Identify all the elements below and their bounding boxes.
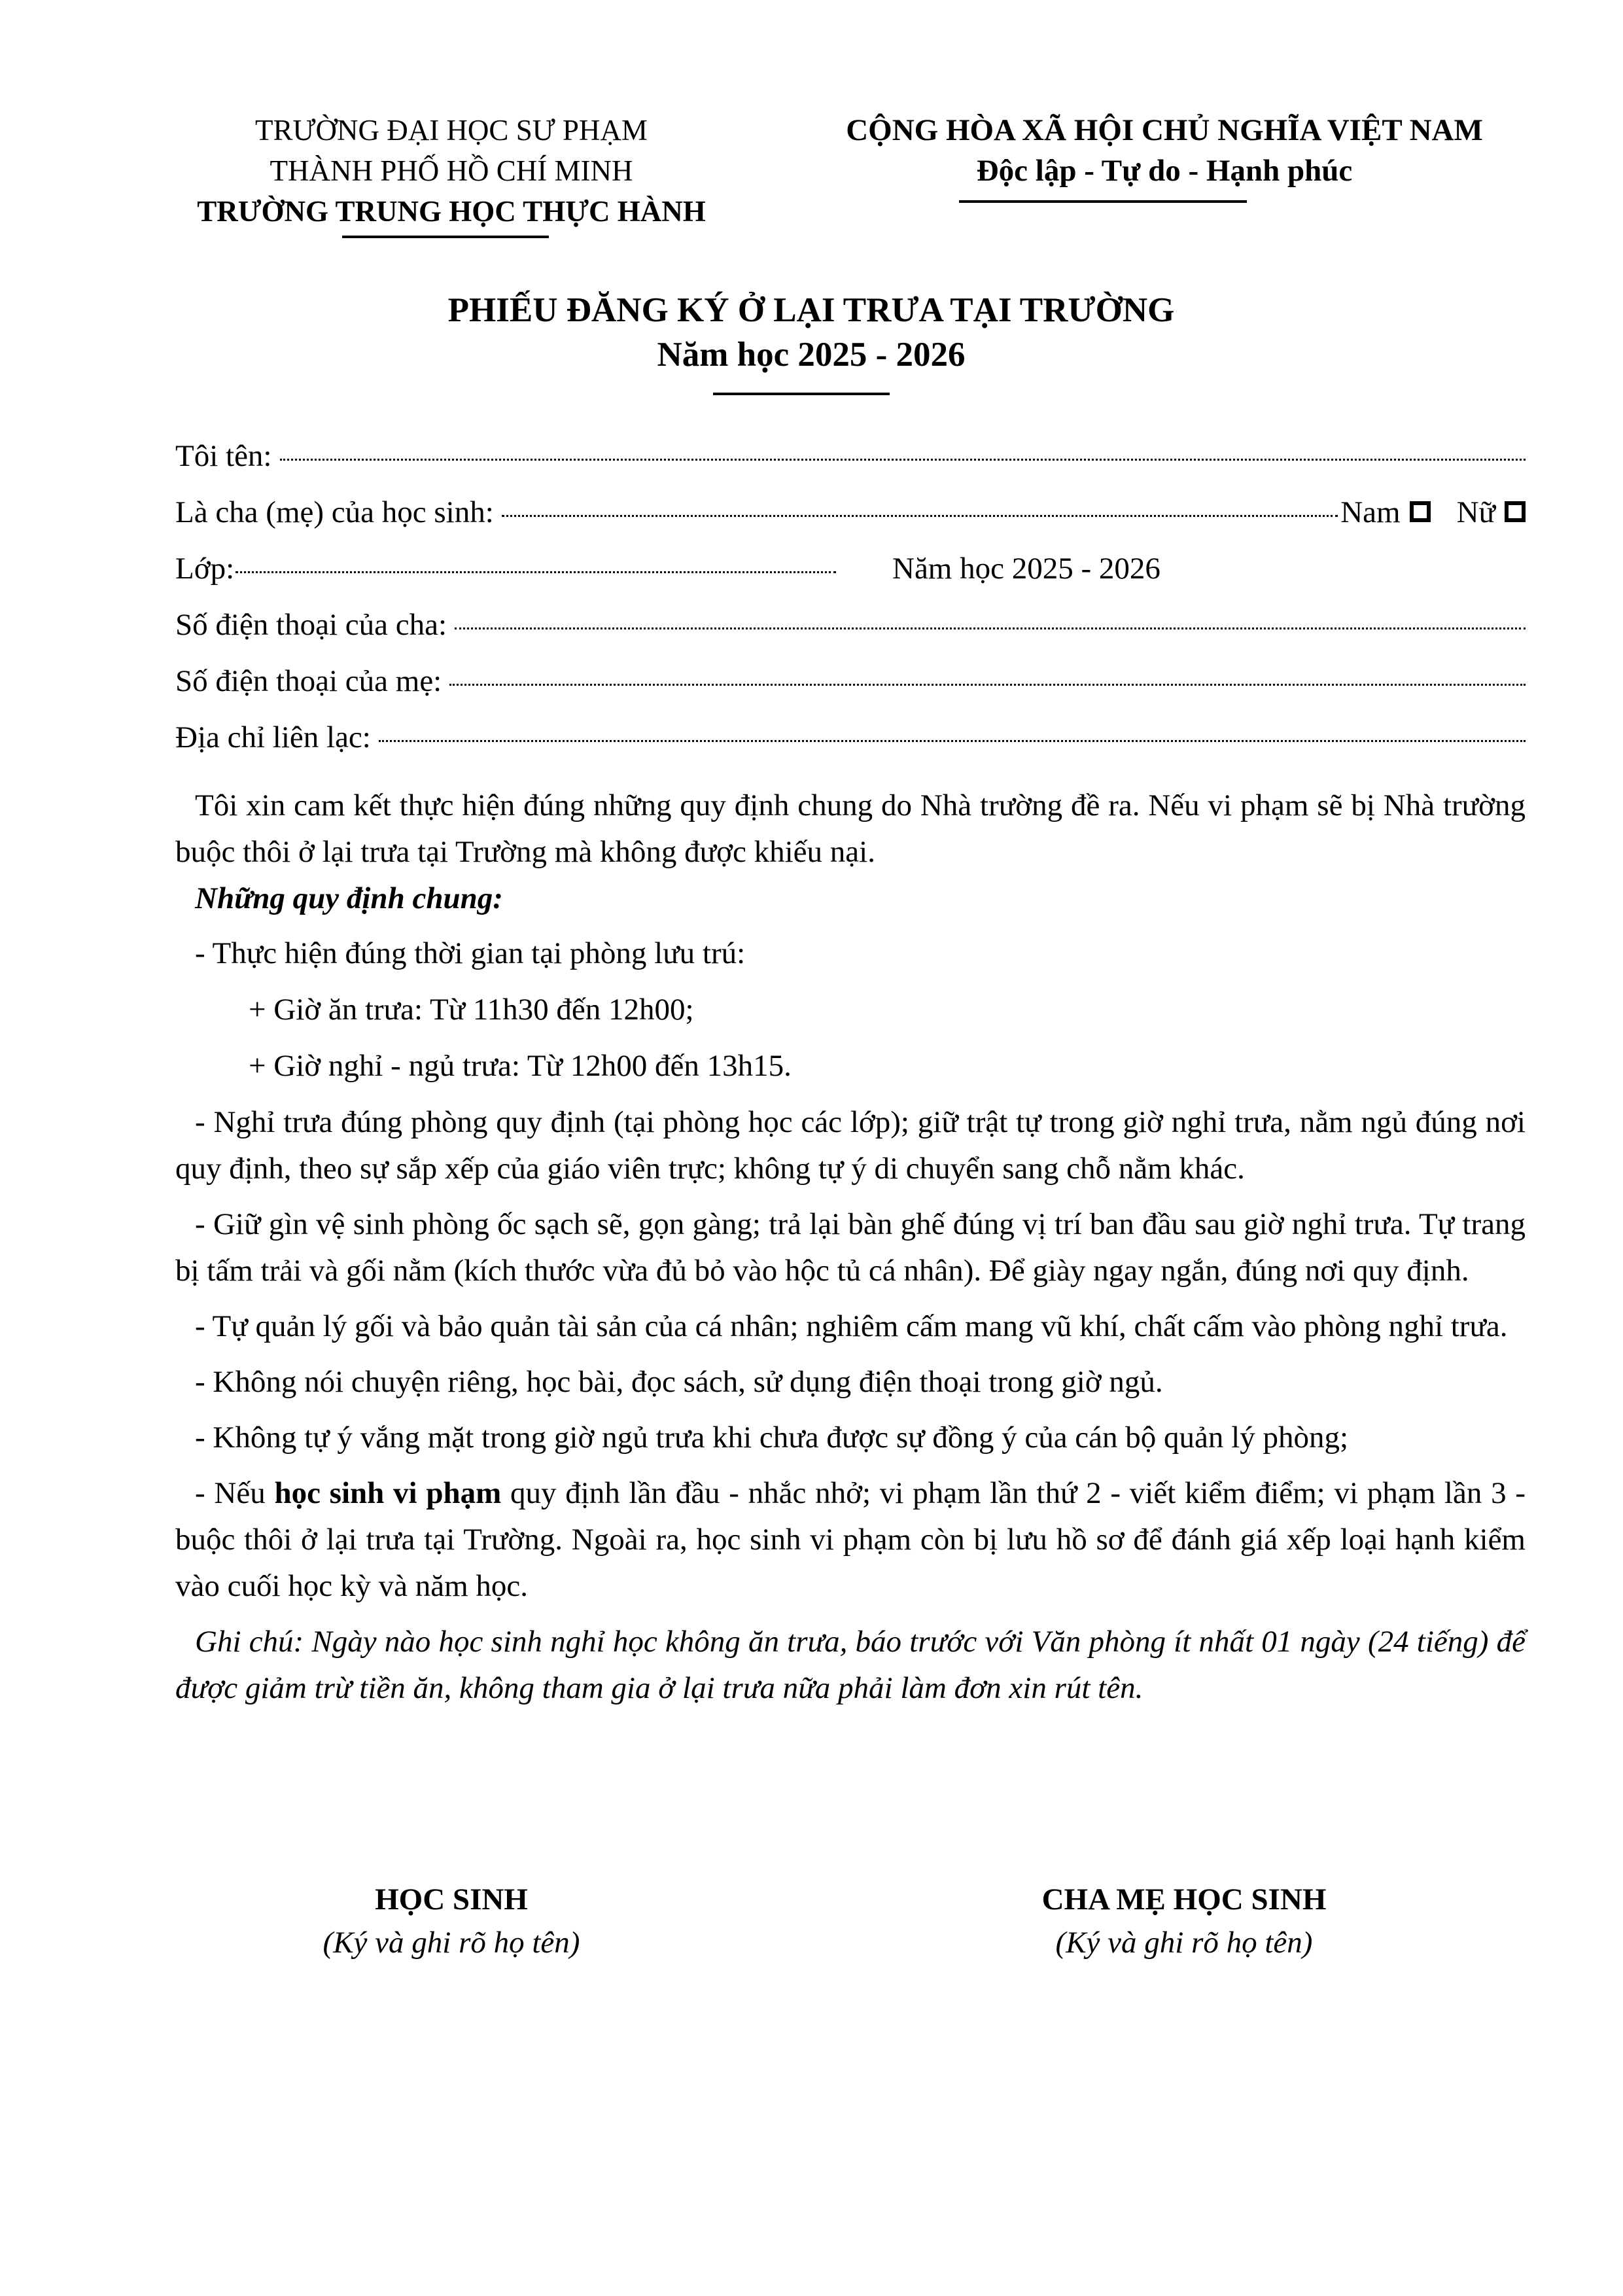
student-field[interactable] [175, 495, 1526, 530]
rules-heading: Những quy định chung: [195, 881, 503, 915]
country-name: CỘNG HÒA XÃ HỘI CHỦ NGHĨA VIỆT NAM [846, 113, 1483, 147]
parent-signature-hint: (Ký và ghi rõ họ tên) [1055, 1926, 1313, 1960]
mother-phone-input-line[interactable] [449, 684, 1526, 686]
address-label: Địa chỉ liên lạc: [175, 720, 371, 754]
rules-time-item: + Giờ ăn trưa: Từ 11h30 đến 12h00; [249, 993, 694, 1027]
violation-bold: học sinh vi phạm [274, 1476, 502, 1510]
motto-underline [959, 200, 1247, 203]
class-input-line[interactable] [236, 571, 836, 573]
rules-time-intro: - Thực hiện đúng thời gian tại phòng lưu trú: [195, 936, 746, 970]
rule-item: - Không nói chuyện riêng, học bài, đọc sách, sử dụng điện thoại trong giờ ngủ. [195, 1365, 1163, 1399]
rule-item: - Nghỉ trưa đúng phòng quy định (tại phòng học các lớp); giữ trật tự trong giờ nghỉ trưa, nằm ngủ đúng nơi quy định, theo sự sắp xếp của giáo viên trực; không tự ý di chuyển sang chỗ nằm khác. [175, 1105, 1526, 1186]
student-signature-block [157, 1878, 746, 1964]
note-text: Ghi chú: Ngày nào học sinh nghỉ học không ăn trưa, báo trước với Văn phòng ít nhất 01 ngày (24 tiếng) để được giảm trừ tiền ăn, không tham gia ở lại trưa nữa phải làm đơn xin rút tên. [175, 1625, 1526, 1705]
form-title-year: Năm học 2025 - 2026 [657, 336, 966, 374]
rule-violation [175, 1470, 1526, 1610]
rule-item: - Không tự ý vắng mặt trong giờ ngủ trưa khi chưa được sự đồng ý của cán bộ quản lý phòng; [195, 1421, 1349, 1455]
commitment-text: Tôi xin cam kết thực hiện đúng những quy định chung do Nhà trường đề ra. Nếu vi phạm sẽ bị Nhà trường buộc thôi ở lại trưa tại Trường mà không được khiếu nại. [175, 788, 1526, 869]
commitment-section [175, 783, 1526, 875]
parent-signature-block [890, 1878, 1478, 1964]
school-year-text: Năm học 2025 - 2026 [892, 552, 1161, 586]
violation-prefix: - Nếu [195, 1476, 275, 1510]
father-phone-label: Số điện thoại của cha: [175, 608, 447, 642]
gender-male-label: Nam [1340, 495, 1401, 529]
rules-section [175, 875, 1526, 1712]
student-signature-title: HỌC SINH [375, 1882, 528, 1916]
student-name-input-line[interactable] [502, 515, 1338, 517]
class-field[interactable] [175, 551, 836, 586]
gender-male-checkbox[interactable] [1410, 501, 1431, 522]
mother-phone-label: Số điện thoại của mẹ: [175, 664, 442, 698]
national-motto: Độc lập - Tự do - Hạnh phúc [976, 154, 1353, 188]
father-phone-input-line[interactable] [455, 627, 1526, 629]
name-field[interactable] [175, 438, 1526, 474]
national-header [811, 110, 1518, 191]
name-input-line[interactable] [280, 459, 1526, 461]
rules-time-item: + Giờ nghỉ - ngủ trưa: Từ 12h00 đến 13h15. [249, 1049, 792, 1083]
school-name: TRƯỜNG TRUNG HỌC THỰC HÀNH [197, 195, 706, 228]
rule-item: - Giữ gìn vệ sinh phòng ốc sạch sẽ, gọn gàng; trả lại bàn ghế đúng vị trí ban đầu sau giờ nghỉ trưa. Tự trang bị tấm trải và gối nằm (kích thước vừa đủ bỏ vào hộc tủ cá nhân). Để giày ngay ngắn, đúng nơi quy định. [175, 1207, 1526, 1288]
address-field[interactable] [175, 720, 1526, 755]
mother-phone-field[interactable] [175, 663, 1526, 699]
university-name: TRƯỜNG ĐẠI HỌC SƯ PHẠM [255, 114, 648, 147]
student-signature-hint: (Ký và ghi rõ họ tên) [323, 1926, 580, 1960]
father-phone-field[interactable] [175, 607, 1526, 643]
form-title-main: PHIẾU ĐĂNG KÝ Ở LẠI TRƯA TẠI TRƯỜNG [447, 291, 1175, 329]
violation-suffix: quy định lần đầu - nhắc nhở; vi phạm lần thứ 2 - viết kiểm điểm; vi phạm lần 3 - buộc thôi ở lại trưa tại Trường. Ngoài ra, học sinh vi phạm còn bị lưu hồ sơ để đánh giá xếp loại hạnh kiểm vào cuối học kỳ và năm học. [175, 1476, 1526, 1603]
parent-of-label: Là cha (mẹ) của học sinh: [175, 495, 494, 529]
name-label: Tôi tên: [175, 439, 272, 473]
rule-item: - Tự quản lý gối và bảo quản tài sản của cá nhân; nghiêm cấm mang vũ khí, chất cấm vào phòng nghỉ trưa. [195, 1309, 1508, 1343]
form-title [164, 288, 1459, 377]
parent-signature-title: CHA MẸ HỌC SINH [1041, 1882, 1327, 1916]
city-name: THÀNH PHỐ HỒ CHÍ MINH [270, 154, 633, 187]
gender-female-checkbox[interactable] [1505, 501, 1526, 522]
school-year-text-wrap [892, 551, 1161, 586]
gender-female-label: Nữ [1456, 495, 1495, 529]
class-label: Lớp: [175, 552, 235, 586]
title-underline [713, 393, 890, 395]
school-header [164, 110, 739, 232]
address-input-line[interactable] [379, 740, 1526, 742]
school-header-underline [342, 236, 549, 238]
